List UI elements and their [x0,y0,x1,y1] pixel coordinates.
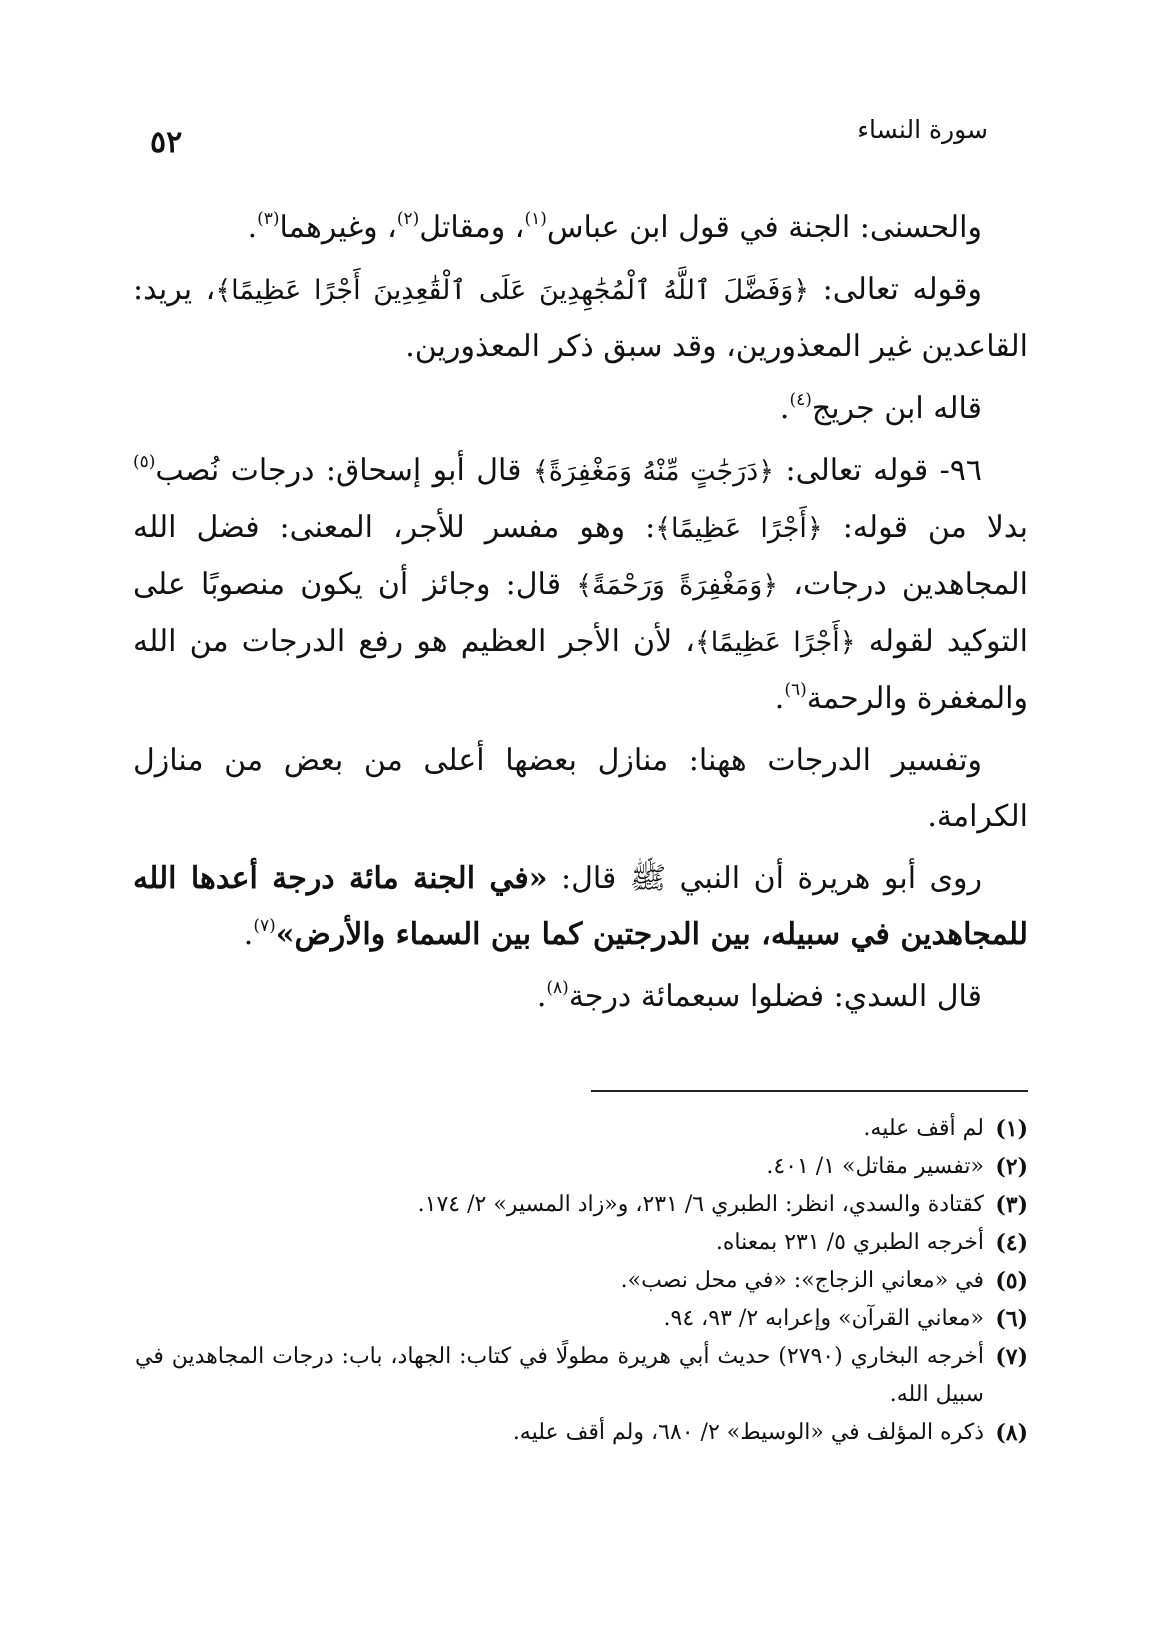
footnote-ref[interactable]: (١) [524,209,547,229]
footnote-separator [591,1090,1028,1092]
main-text [133,200,1028,1031]
footnote-text: لم أقف عليه. [863,1116,984,1141]
footnote-item [135,1262,1028,1300]
paragraph-7: قال السدي: فضلوا سبعمائة درجة$^{(٨)}$. [536,978,982,1014]
paragraph-4: ٩٦- قوله تعالى: ﴿دَرَجَٰتٍ مِّنْهُ وَمَغْفِرَةً﴾ قال أبو إسحاق: درجات نُصب$^{(٥)}$ بدلا من قوله: ﴿أَجْرًا عَظِيمًا﴾: وهو مفسر للأجر، المعنى: فضل الله المجاهدين درجات، ﴿وَمَغْفِرَةً وَرَحْمَةً﴾ قال: وجائز أن يكون منصوبًا على التوكيد لقوله ﴿أَجْرًا عَظِيمًا﴾، لأن الأجر العظيم هو رفع الدرجات من الله والمغفرة والرحمة$^{(٦)}$. [133,452,1028,716]
quran-verse: ﴿وَمَغْفِرَةً وَرَحْمَةً﴾ [576,570,779,601]
footnote-number: (٦) [995,1306,1028,1332]
footnote-ref[interactable]: (٥) [133,452,156,472]
hadith-text: «في الجنة مائة درجة أعدها الله للمجاهدين في سبيله، بين الدرجتين كما بين السماء والأرض» [133,861,1028,952]
footnote-number: (٥) [995,1268,1028,1294]
footnote-number: (٣) [995,1192,1028,1218]
quran-verse: ﴿دَرَجَٰتٍ مِّنْهُ وَمَغْفِرَةً﴾ [532,456,775,487]
paragraph-5: وتفسير الدرجات ههنا: منازل بعضها أعلى من بعض من منازل الكرامة. [133,743,1028,834]
footnote-ref[interactable]: (٢) [396,209,420,229]
footnote-ref[interactable]: (٦) [784,680,807,700]
footnote-item [135,1148,1028,1186]
quran-verse: ﴿وَفَضَّلَ ٱللَّهُ ٱلْمُجَٰهِدِينَ عَلَى ٱلْقَٰعِدِينَ أَجْرًا عَظِيمًا﴾ [215,275,810,306]
footnote-text: «تفسير مقاتل» ١/ ٤٠١. [766,1154,984,1179]
footnote-text: أخرجه الطبري ٥/ ٢٣١ بمعناه. [715,1230,984,1255]
footnotes-list [135,1110,1028,1452]
paragraph-2: وقوله تعالى: ﴿وَفَضَّلَ ٱللَّهُ ٱلْمُجَٰهِدِينَ عَلَى ٱلْقَٰعِدِينَ أَجْرًا عَظِيمًا﴾، يريد: القاعدين غير المعذورين، وقد سبق ذكر المعذورين. [133,272,1028,364]
footnote-number: (٢) [995,1154,1028,1180]
footnote-ref[interactable]: (٤) [789,390,812,410]
footnote-text: ذكره المؤلف في «الوسيط» ٢/ ٦٨٠، ولم أقف عليه. [512,1420,984,1445]
surah-title: سورة النساء [857,115,988,144]
footnote-number: (٨) [995,1420,1028,1446]
footnote-text: كقتادة والسدي، انظر: الطبري ٦/ ٢٣١، و«زاد المسير» ٢/ ١٧٤. [417,1192,984,1217]
footnote-ref[interactable]: (٣) [257,209,280,229]
footnote-text: أخرجه البخاري (٢٧٩٠) حديث أبي هريرة مطولًا في كتاب: الجهاد، باب: درجات المجاهدين في سبيل الله. [135,1344,984,1407]
footnote-number: (١) [995,1116,1028,1142]
footnote-text: في «معاني الزجاج»: «في محل نصب». [620,1268,984,1293]
footnote-number: (٤) [995,1230,1028,1256]
footnote-text: «معاني القرآن» وإعرابه ٢/ ٩٣، ٩٤. [663,1306,984,1331]
footnote-item [135,1186,1028,1224]
footnote-item [135,1300,1028,1338]
page-header [150,115,988,165]
quran-verse: ﴿أَجْرًا عَظِيمًا﴾ [655,513,823,544]
paragraph-1: والحسنى: الجنة في قول ابن عباس$^{(١)}$، ومقاتل$^{(٢)}$، وغيرهما$^{(٣)}$. [247,209,982,245]
footnote-item [135,1414,1028,1452]
footnote-item [135,1224,1028,1262]
footnote-ref[interactable]: (٧) [253,916,276,936]
footnote-number: (٧) [995,1344,1028,1370]
paragraph-3: قاله ابن جريج$^{(٤)}$. [779,390,982,426]
footnote-item [135,1338,1028,1414]
page-number: ٥٢ [150,125,183,160]
paragraph-6: روى أبو هريرة أن النبي ﷺ قال: «في الجنة مائة درجة أعدها الله للمجاهدين في سبيله، بين الدرجتين كما بين السماء والأرض»$^{(٧)}$. [133,861,1028,952]
footnote-ref[interactable]: (٨) [546,978,569,998]
footnote-item [135,1110,1028,1148]
quran-verse: ﴿أَجْرًا عَظِيمًا﴾ [694,627,856,658]
